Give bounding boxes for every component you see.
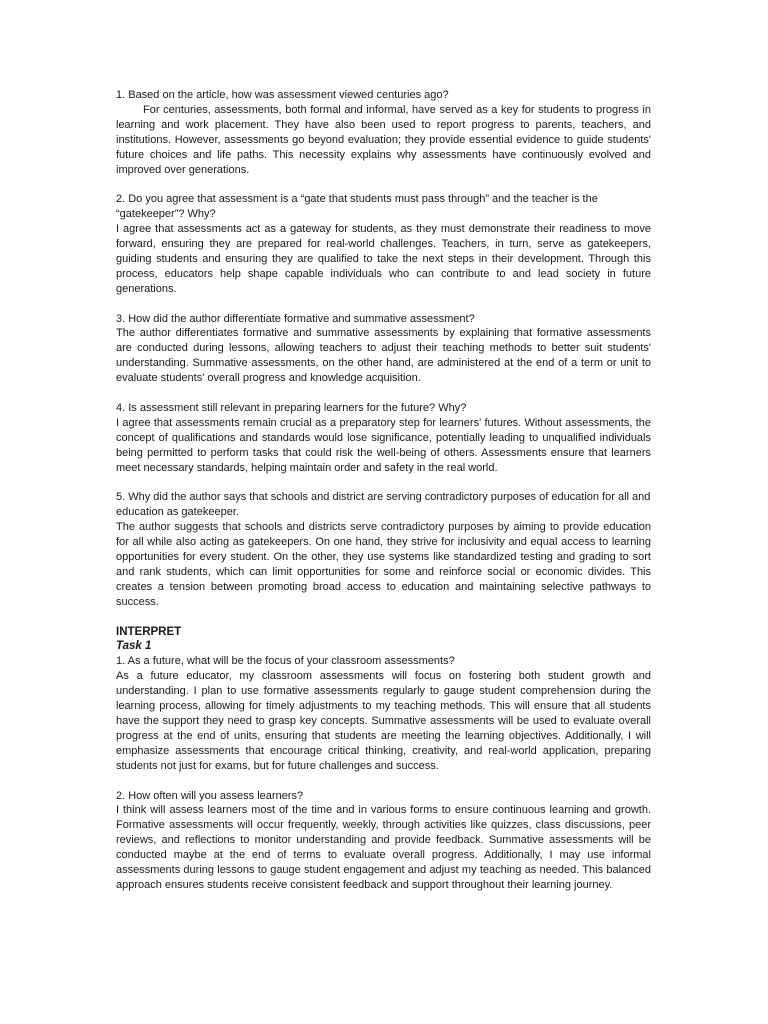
interpret-answer-2: I think will assess learners most of the time and in various forms to ensure continuous learning and growth. Formative assessments will occur frequently, weekly, through activities like quizzes, class discussions, peer reviews, and reflections to monitor understanding and provide feedback. Summative assessments will be conducted maybe at the end of terms to evaluate overall progress. Additionally, I may use informal assessments during lessons to gauge student engagement and adjust my teaching as needed. This balanced approach ensures students receive consistent feedback and support throughout their learning journey. xyxy=(116,804,651,891)
question-5: 5. Why did the author says that schools and district are serving contradictory purposes of education for all and education as gatekeeper. xyxy=(116,491,651,519)
interpret-question-1: 1. As a future, what will be the focus of your classroom assessments? xyxy=(116,655,455,668)
answer-2: I agree that assessments act as a gateway for students, as they must demonstrate their readiness to move forward, ensuring they are prepared for real-world challenges. Teachers, in turn, serve as gatekeepers, guiding students and ensuring they are qualified to take the next steps in their development. Through this process, educators help shape capable individuals who can contribute to and lead society in future generations. xyxy=(116,223,651,295)
question-3: 3. How did the author differentiate formative and summative assessment? xyxy=(116,312,475,325)
qa-block-1 xyxy=(116,88,651,177)
answer-3: The author differentiates formative and summative assessments by explaining that formative assessments are conducted during lessons, allowing teachers to adjust their teaching methods to better suit students' understanding. Summative assessments, on the other hand, are administered at the end of a term or unit to evaluate students' overall progress and knowledge acquisition. xyxy=(116,327,651,385)
qa-block-2 xyxy=(116,192,651,296)
question-4: 4. Is assessment still relevant in preparing learners for the future? Why? xyxy=(116,401,467,414)
qa-block-5 xyxy=(116,490,651,609)
qa-block-3 xyxy=(116,312,651,387)
task-heading: Task 1 xyxy=(116,640,152,653)
interpret-block-2 xyxy=(116,789,651,893)
interpret-question-2: 2. How often will you assess learners? xyxy=(116,789,304,802)
question-2: 2. Do you agree that assessment is a “gate that students must pass through” and the teacher is the “gatekeeper”? Why? xyxy=(116,193,598,221)
question-1: 1. Based on the article, how was assessment viewed centuries ago? xyxy=(116,89,449,101)
interpret-answer-1: As a future educator, my classroom assessments will focus on fostering both student growth and understanding. I plan to use formative assessments regularly to gauge student comprehension during the learning process, allowing for timely adjustments to my teaching methods. This will ensure that all students have the support they need to grasp key concepts. Summative assessments will be used to evaluate overall progress at the end of units, ensuring that students are meeting the learning objectives. Additionally, I will emphasize assessments that encourage critical thinking, creativity, and real-world application, preparing students not just for exams, but for future challenges and success. xyxy=(116,670,651,772)
answer-1: For centuries, assessments, both formal and informal, have served as a key for students to progress in learning and work placement. They have also been used to report progress to parents, teachers, and institutions. However, assessments go beyond evaluation; they provide essential evidence to guide students' future choices and life paths. This necessity explains why assessments have continuously evolved and improved over generations. xyxy=(116,103,651,176)
qa-block-4 xyxy=(116,401,651,476)
document-page xyxy=(116,88,651,893)
interpret-block-1 xyxy=(116,654,651,773)
answer-4: I agree that assessments remain crucial as a preparatory step for learners' futures. Without assessments, the concept of qualifications and standards would lose significance, potentially leading to unqualified individuals being permitted to perform tasks that could risk the well-being of others. Assessments ensure that learners meet necessary standards, helping maintain order and safety in the real world. xyxy=(116,416,651,474)
answer-5: The author suggests that schools and districts serve contradictory purposes by aiming to provide education for all while also acting as gatekeepers. On one hand, they strive for inclusivity and equal access to learning opportunities for every student. On the other, they use systems like standardized testing and grading to sort and rank students, which can limit opportunities for some and reinforce social or economic divides. This creates a tension between promoting broad access to education and maintaining selective pathways to success. xyxy=(116,521,651,608)
interpret-heading: INTERPRET xyxy=(116,625,182,638)
